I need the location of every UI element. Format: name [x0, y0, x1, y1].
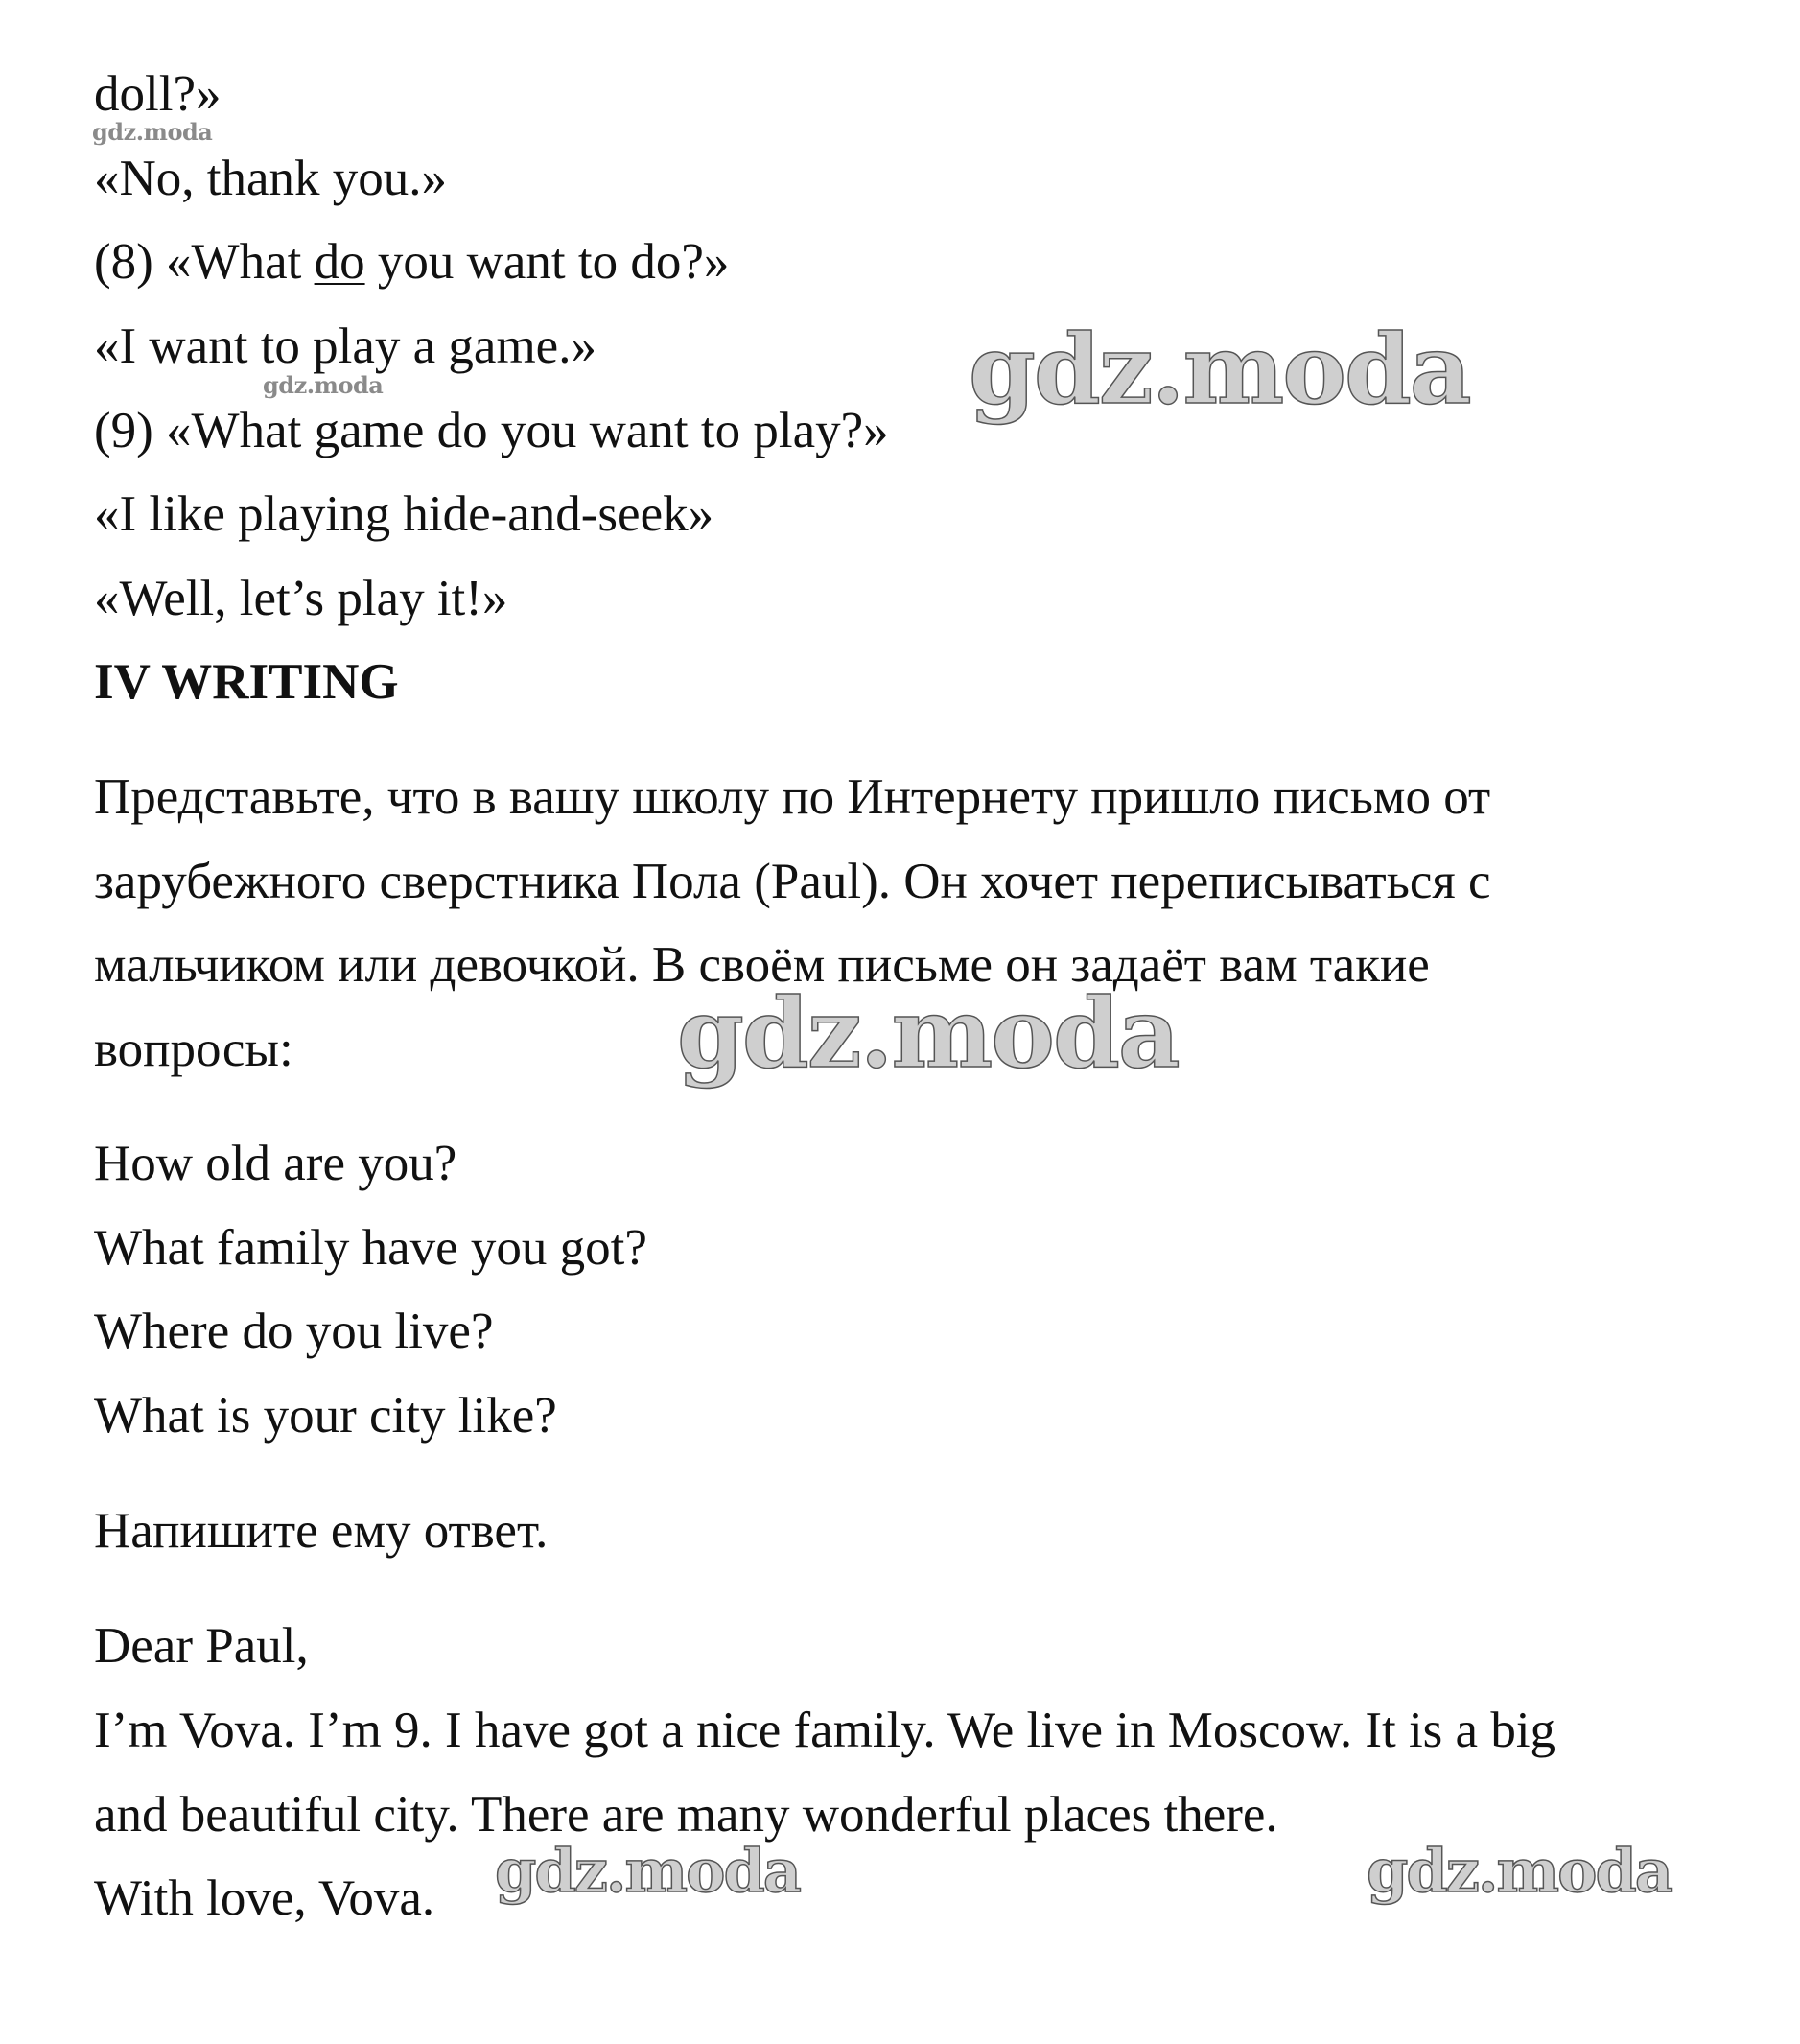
letter-closing: With love, Vova.: [94, 1870, 435, 1926]
watermark-medium: gdz.moda: [1367, 1836, 1671, 1906]
question-line: What is your city like?: [94, 1388, 557, 1444]
underlined-word: do: [314, 234, 365, 290]
watermark-small: gdz.moda: [263, 371, 384, 399]
watermark-small: gdz.moda: [92, 118, 213, 146]
section-heading: IV WRITING: [94, 654, 399, 710]
dialogue-text: you want to do?»: [364, 234, 730, 290]
letter-greeting: Dear Paul,: [94, 1618, 309, 1674]
dialogue-line-8: [94, 234, 730, 290]
task-line: зарубежного сверстника Пола (Paul). Он хочет переписываться с: [94, 854, 1491, 909]
letter-body-line: I’m Vova. I’m 9. I have got a nice family. We live in Moscow. It is a big: [94, 1703, 1556, 1758]
task-line: Представьте, что в вашу школу по Интернету пришло письмо от: [94, 769, 1491, 825]
question-line: What family have you got?: [94, 1220, 647, 1276]
letter-body-line: and beautiful city. There are many wonderful places there.: [94, 1787, 1278, 1843]
dialogue-line: «No, thank you.»: [94, 151, 448, 206]
dialogue-line: «I want to play a game.»: [94, 318, 596, 374]
watermark-medium: gdz.moda: [495, 1836, 800, 1906]
dialogue-line: «I like playing hide-and-seek»: [94, 486, 714, 542]
task-line: мальчиком или девочкой. В своём письме он задаёт вам такие: [94, 937, 1430, 993]
question-line: How old are you?: [94, 1136, 457, 1191]
watermark-large: gdz.moda: [677, 976, 1179, 1090]
dialogue-line-9: (9) «What game do you want to play?»: [94, 403, 889, 458]
instruction-line: Напишите ему ответ.: [94, 1503, 549, 1559]
watermark-large: gdz.moda: [969, 313, 1470, 426]
dialogue-line: doll?»: [94, 66, 222, 122]
task-line: вопросы:: [94, 1022, 293, 1077]
dialogue-text: (8) «What: [94, 234, 315, 290]
question-line: Where do you live?: [94, 1304, 494, 1359]
dialogue-line: «Well, let’s play it!»: [94, 571, 508, 626]
